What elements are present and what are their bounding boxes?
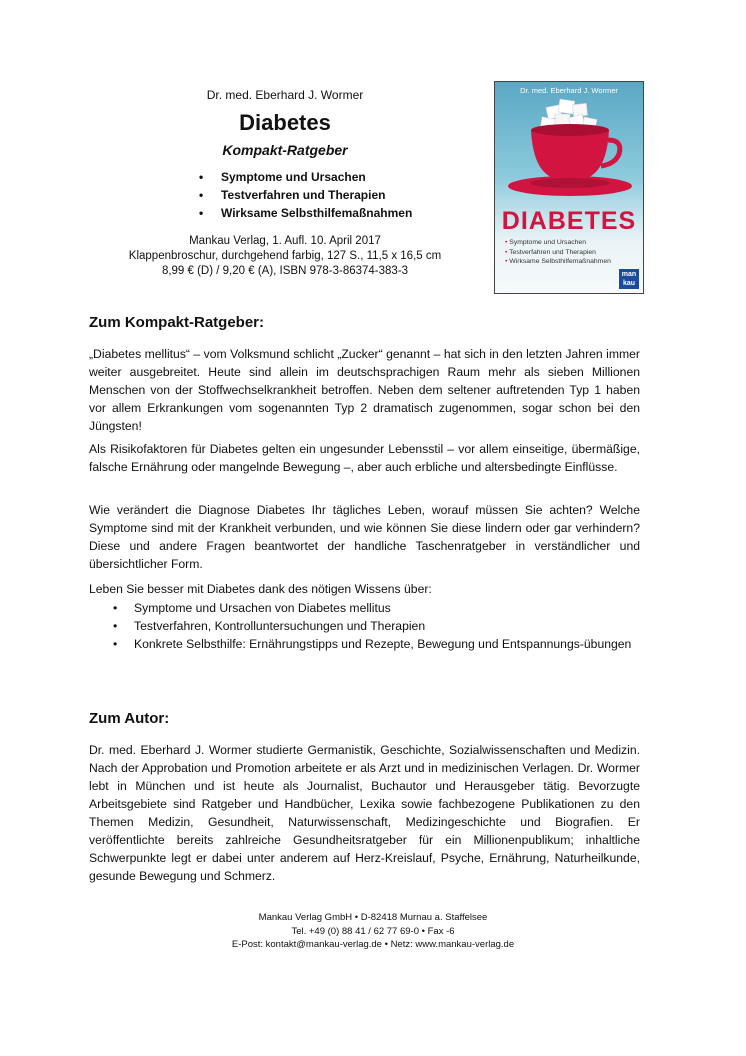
ratgeber-paragraph-4: Leben Sie besser mit Diabetes dank des nötigen Wissens über:: [89, 582, 432, 596]
highlight-item: • Wirksame Selbsthilfemaßnahmen: [195, 204, 445, 222]
section-heading-ratgeber: Zum Kompakt-Ratgeber:: [89, 314, 265, 331]
book-subtitle: Kompakt-Ratgeber: [222, 142, 348, 158]
book-title: Diabetes: [239, 110, 331, 135]
footer-phone: Tel. +49 (0) 88 41 / 62 77 69-0 • Fax -6: [291, 925, 455, 937]
cover-highlight-item: • Testverfahren und Therapien: [505, 248, 596, 256]
book-highlights: [195, 168, 445, 222]
format-line: Klappenbroschur, durchgehend farbig, 127 S., 11,5 x 16,5 cm: [128, 250, 442, 262]
mankau-logo: man kau: [619, 269, 639, 289]
list-item: • Konkrete Selbsthilfe: Ernährungstipps und Rezepte, Bewegung und Entspannungs-übungen: [89, 635, 640, 653]
cover-title: DIABETES: [501, 207, 637, 235]
publication-info: [120, 234, 450, 279]
book-author: Dr. med. Eberhard J. Wormer: [206, 88, 364, 102]
section-heading-autor: Zum Autor:: [89, 710, 170, 727]
cover-highlight-item: • Wirksame Selbsthilfemaßnahmen: [505, 258, 611, 265]
book-header: [120, 88, 450, 279]
ratgeber-topic-list: [89, 599, 640, 653]
highlight-item: • Symptome und Ursachen: [195, 168, 445, 186]
ratgeber-paragraph-3: Wie verändert die Diagnose Diabetes Ihr tägliches Leben, worauf müssen Sie achten? Welche Symptome sind mit der Krankheit verbunden, und wie können Sie diese lindern oder gar verhindern? Diese und andere Fragen beantwortet der handliche Taschenratgeber in verständlicher und übersichtlicher Form.: [89, 503, 640, 571]
price-isbn-line: 8,99 € (D) / 9,20 € (A), ISBN 978-3-86374-383-3: [161, 265, 409, 277]
publisher-footer: [0, 911, 746, 952]
publisher-line: Mankau Verlag, 1. Aufl. 10. April 2017: [189, 235, 381, 247]
autor-paragraph: Dr. med. Eberhard J. Wormer studierte Germanistik, Geschichte, Sozialwissenschaften und Medizin. Nach der Approbation und Promotion arbeitete er als Arzt und in medizinischen Verlagen. Dr. Wormer lebt in München und ist heute als Journalist, Buchautor und Herausgeber tätig. Bevorzugte Arbeitsgebiete sind Ratgeber und Handbücher, Lexika sowie fachbezogene Publikationen zu den Themen Medizin, Gesundheit, Naturwissenschaft, Medizingeschichte und Biografien. Er veröffentlichte bereits zahlreiche Gesundheitsratgeber für ein Millionenpublikum; inhaltliche Schwerpunkte legt er dabei unter anderem auf Herz-Kreislauf, Psyche, Ernährung, Naturheilkunde, gesunde Bewegung und Schmerz.: [89, 743, 640, 883]
list-item: • Symptome und Ursachen von Diabetes mellitus: [89, 599, 640, 617]
footer-address: Mankau Verlag GmbH • D-82418 Murnau a. Staffelsee: [258, 912, 488, 923]
book-cover-image: [494, 81, 644, 294]
cover-highlight-item: • Symptome und Ursachen: [505, 239, 586, 246]
cover-author: Dr. med. Eberhard J. Wormer: [520, 86, 618, 95]
ratgeber-paragraph-2: Als Risikofaktoren für Diabetes gelten ein ungesunder Lebensstil – vor allem einseitige, übermäßige, falsche Ernährung oder mangelnde Bewegung –, aber auch erbliche und altersbedingte Einflüsse.: [89, 442, 640, 474]
footer-contact: E-Post: kontakt@mankau-verlag.de • Netz: www.mankau-verlag.de: [231, 939, 515, 950]
ratgeber-paragraph-1: „Diabetes mellitus“ – vom Volksmund schlicht „Zucker“ genannt – hat sich in den letzten Jahren immer weiter ausgebreitet. Heute sind allein im deutschsprachigen Raum mehr als sieben Millionen Menschen von der Stoffwechselkrankheit betroffen. Neben dem seltener auftretenden Typ 1 haben vor allem Erkrankungen vom sogenannten Typ 2 dramatisch zugenommen, sogar schon bei den Jüngsten!: [89, 347, 640, 433]
list-item: • Testverfahren, Kontrolluntersuchungen und Therapien: [89, 617, 640, 635]
cover-highlights: [505, 238, 611, 267]
highlight-item: • Testverfahren und Therapien: [195, 186, 445, 204]
